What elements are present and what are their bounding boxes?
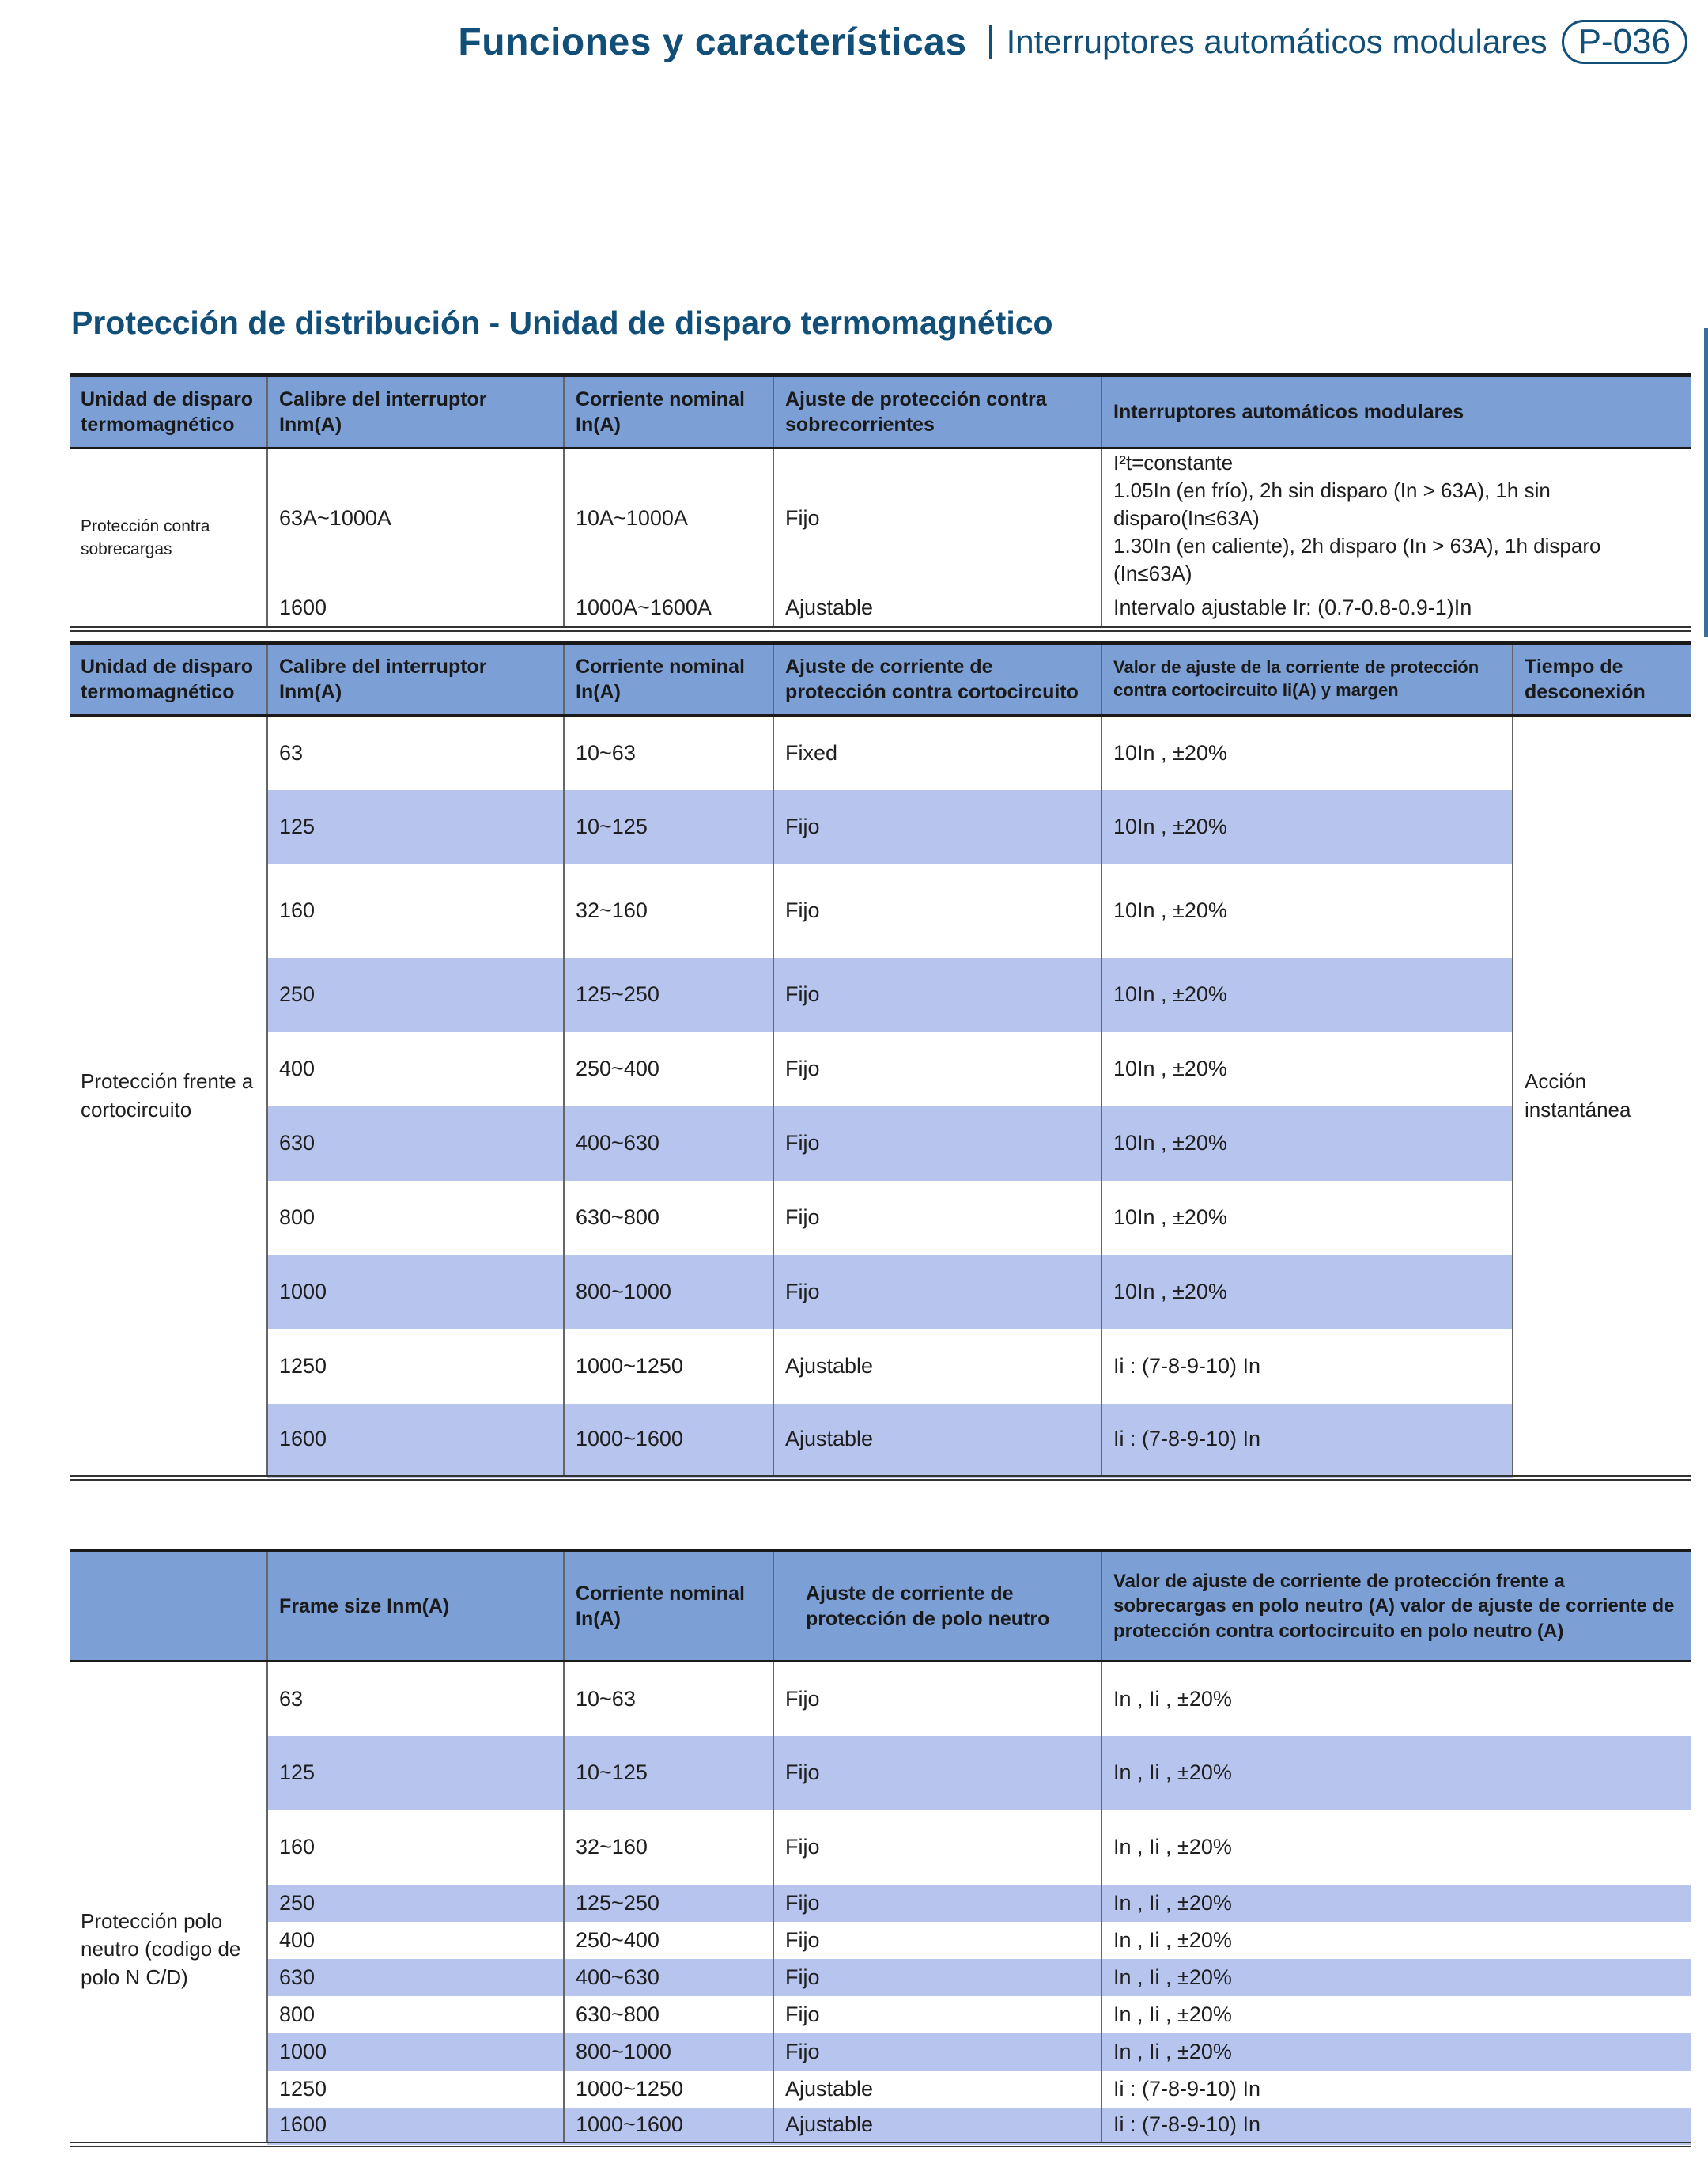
header-cell	[70, 1551, 267, 1662]
value-cell: In , Ii , ±20%	[1102, 1736, 1691, 1810]
value-cell	[1102, 448, 1691, 588]
adjust-cell: Fijo	[773, 1996, 1102, 2033]
frame-cell: 1000	[267, 1255, 564, 1329]
frame-cell: 1250	[267, 2071, 564, 2108]
value-cell: 10In , ±20%	[1102, 864, 1513, 958]
frame-cell: 250	[267, 958, 564, 1032]
header-cell: Interruptores automáticos modulares	[1102, 376, 1691, 448]
current-cell: 400~630	[564, 1106, 773, 1181]
value-cell: In , Ii , ±20%	[1102, 1885, 1691, 1922]
value-cell: 10In , ±20%	[1102, 1106, 1513, 1181]
table-row	[70, 958, 1691, 1032]
table-row	[70, 864, 1691, 958]
frame-cell: 63	[267, 1662, 564, 1736]
frame-cell: 1600	[267, 588, 564, 630]
current-cell: 1000~1250	[564, 2071, 773, 2108]
adjust-cell: Fijo	[773, 1181, 1102, 1255]
table-row	[70, 790, 1691, 864]
current-cell: 800~1000	[564, 2033, 773, 2071]
current-cell: 10~125	[564, 1736, 773, 1810]
adjust-cell: Fijo	[773, 864, 1102, 958]
table-header-row	[70, 376, 1691, 448]
value-cell: Intervalo ajustable Ir: (0.7-0.8-0.9-1)In	[1102, 588, 1691, 630]
value-cell: Ii : (7-8-9-10) In	[1102, 2071, 1691, 2108]
adjust-cell: Fijo	[773, 1662, 1102, 1736]
table-row	[70, 1810, 1691, 1885]
adjust-cell: Fijo	[773, 790, 1102, 864]
adjust-cell: Fijo	[773, 1922, 1102, 1959]
value-cell: 10In , ±20%	[1102, 716, 1513, 790]
current-cell: 400~630	[564, 1959, 773, 1996]
frame-cell: 160	[267, 864, 564, 958]
header-separator	[989, 25, 992, 59]
value-cell: Ii : (7-8-9-10) In	[1102, 1329, 1513, 1404]
current-cell: 10A~1000A	[564, 448, 773, 588]
value-cell: 10In , ±20%	[1102, 958, 1513, 1032]
current-cell: 1000~1600	[564, 2108, 773, 2145]
value-line: 1.05In (en frío), 2h sin disparo (In > 63A), 1h sin disparo(In≤63A)	[1113, 478, 1551, 531]
adjust-cell: Ajustable	[773, 2108, 1102, 2145]
current-cell: 125~250	[564, 958, 773, 1032]
adjust-cell: Fijo	[773, 1032, 1102, 1106]
header-cell: Unidad de disparo termomagnético	[70, 643, 267, 716]
adjust-cell: Ajustable	[773, 1404, 1102, 1478]
page-edge-line	[1704, 328, 1708, 637]
table-row	[70, 1922, 1691, 1959]
adjust-cell: Fijo	[773, 1959, 1102, 1996]
header-cell: Corriente nominal In(A)	[564, 1551, 773, 1662]
header-cell: Valor de ajuste de corriente de protección frente a sobrecargas en polo neutro (A) valor de ajuste de corriente de protección contra cortocircuito en polo neutro (A)	[1102, 1551, 1691, 1662]
current-cell: 1000~1250	[564, 1329, 773, 1404]
frame-cell: 630	[267, 1959, 564, 1996]
header-title: Funciones y características	[458, 21, 967, 63]
table-row	[70, 1329, 1691, 1404]
value-cell: 10In , ±20%	[1102, 1255, 1513, 1329]
table-row	[70, 1959, 1691, 1996]
table-row	[70, 448, 1691, 588]
current-cell: 800~1000	[564, 1255, 773, 1329]
time-cell: Acción instantánea	[1513, 716, 1691, 1478]
table-row	[70, 2033, 1691, 2071]
frame-cell: 630	[267, 1106, 564, 1181]
header-cell: Unidad de disparo termomagnético	[70, 376, 267, 448]
table-row	[70, 1032, 1691, 1106]
table-row	[70, 588, 1691, 630]
header-cell: Ajuste de corriente de protección de polo neutro	[773, 1551, 1102, 1662]
current-cell: 32~160	[564, 1810, 773, 1885]
adjust-cell: Fijo	[773, 1810, 1102, 1885]
table-row	[70, 1255, 1691, 1329]
frame-cell: 1000	[267, 2033, 564, 2071]
table-row	[70, 716, 1691, 790]
value-cell: In , Ii , ±20%	[1102, 1662, 1691, 1736]
value-cell: In , Ii , ±20%	[1102, 1996, 1691, 2033]
frame-cell: 125	[267, 1736, 564, 1810]
value-cell: Ii : (7-8-9-10) In	[1102, 2108, 1691, 2145]
current-cell: 32~160	[564, 864, 773, 958]
header-cell: Corriente nominal In(A)	[564, 376, 773, 448]
header-cell: Calibre del interruptor Inm(A)	[267, 643, 564, 716]
adjust-cell: Fijo	[773, 1255, 1102, 1329]
table-row	[70, 2108, 1691, 2145]
header-cell: Corriente nominal In(A)	[564, 643, 773, 716]
table-row	[70, 1885, 1691, 1922]
category-cell: Protección contra sobrecargas	[81, 516, 210, 559]
frame-cell: 160	[267, 1810, 564, 1885]
frame-cell: 800	[267, 1181, 564, 1255]
table-header-row	[70, 1551, 1691, 1662]
current-cell: 10~63	[564, 716, 773, 790]
frame-cell: 125	[267, 790, 564, 864]
adjust-cell: Fijo	[773, 1106, 1102, 1181]
header-subtitle: Interruptores automáticos modulares	[1006, 23, 1547, 60]
current-cell: 10~63	[564, 1662, 773, 1736]
frame-cell: 250	[267, 1885, 564, 1922]
frame-cell: 63	[267, 716, 564, 790]
current-cell: 250~400	[564, 1032, 773, 1106]
table-row	[70, 1662, 1691, 1736]
header-cell: Ajuste de corriente de protección contra cortocircuito	[773, 643, 1102, 716]
table-header-row	[70, 643, 1691, 716]
adjust-cell: Fijo	[773, 1885, 1102, 1922]
value-cell: In , Ii , ±20%	[1102, 1959, 1691, 1996]
frame-cell: 1600	[267, 2108, 564, 2145]
section-title: Protección de distribución - Unidad de disparo termomagnético	[71, 304, 1053, 341]
short-circuit-table	[70, 641, 1691, 1481]
adjust-cell: Fijo	[773, 448, 1102, 588]
table-row	[70, 1106, 1691, 1181]
value-cell: 10In , ±20%	[1102, 1181, 1513, 1255]
frame-cell: 800	[267, 1996, 564, 2033]
adjust-cell: Fijo	[773, 958, 1102, 1032]
current-cell: 630~800	[564, 1181, 773, 1255]
frame-cell: 400	[267, 1032, 564, 1106]
header-cell: Ajuste de protección contra sobrecorrientes	[773, 376, 1102, 448]
current-cell: 125~250	[564, 1885, 773, 1922]
table-row	[70, 1996, 1691, 2033]
value-cell: 10In , ±20%	[1102, 1032, 1513, 1106]
overload-table	[70, 373, 1691, 632]
adjust-cell: Ajustable	[773, 2071, 1102, 2108]
table-row	[70, 1181, 1691, 1255]
value-cell: In , Ii , ±20%	[1102, 1922, 1691, 1959]
adjust-cell: Ajustable	[773, 1329, 1102, 1404]
header-cell: Calibre del interruptor Inm(A)	[267, 376, 564, 448]
value-cell: 10In , ±20%	[1102, 790, 1513, 864]
frame-cell: 1600	[267, 1404, 564, 1478]
adjust-cell: Fixed	[773, 716, 1102, 790]
current-cell: 1000A~1600A	[564, 588, 773, 630]
current-cell: 630~800	[564, 1996, 773, 2033]
value-cell: Ii : (7-8-9-10) In	[1102, 1404, 1513, 1478]
adjust-cell: Fijo	[773, 1736, 1102, 1810]
value-line: I²t=constante	[1113, 451, 1234, 475]
category-cell: Protección polo neutro (codigo de polo N C/D)	[81, 1909, 241, 1989]
current-cell: 10~125	[564, 790, 773, 864]
page-code-badge: P-036	[1562, 20, 1687, 64]
table-row	[70, 2071, 1691, 2108]
frame-cell: 1250	[267, 1329, 564, 1404]
header-cell: Valor de ajuste de la corriente de protección contra cortocircuito Ii(A) y margen	[1102, 643, 1513, 716]
category-cell: Protección frente a cortocircuito	[81, 1069, 254, 1121]
value-cell: In , Ii , ±20%	[1102, 1810, 1691, 1885]
value-cell: In , Ii , ±20%	[1102, 2033, 1691, 2071]
header-cell: Tiempo de desconexión	[1513, 643, 1691, 716]
frame-cell: 400	[267, 1922, 564, 1959]
adjust-cell: Ajustable	[773, 588, 1102, 630]
page-header	[458, 14, 1687, 70]
header-cell: Frame size Inm(A)	[267, 1551, 564, 1662]
table-row	[70, 1404, 1691, 1478]
value-line: 1.30In (en caliente), 2h disparo (In > 63A), 1h disparo (In≤63A)	[1113, 534, 1601, 586]
neutral-pole-table	[70, 1549, 1691, 2147]
current-cell: 250~400	[564, 1922, 773, 1959]
table-row	[70, 1736, 1691, 1810]
frame-cell: 63A~1000A	[267, 448, 564, 588]
adjust-cell: Fijo	[773, 2033, 1102, 2071]
current-cell: 1000~1600	[564, 1404, 773, 1478]
